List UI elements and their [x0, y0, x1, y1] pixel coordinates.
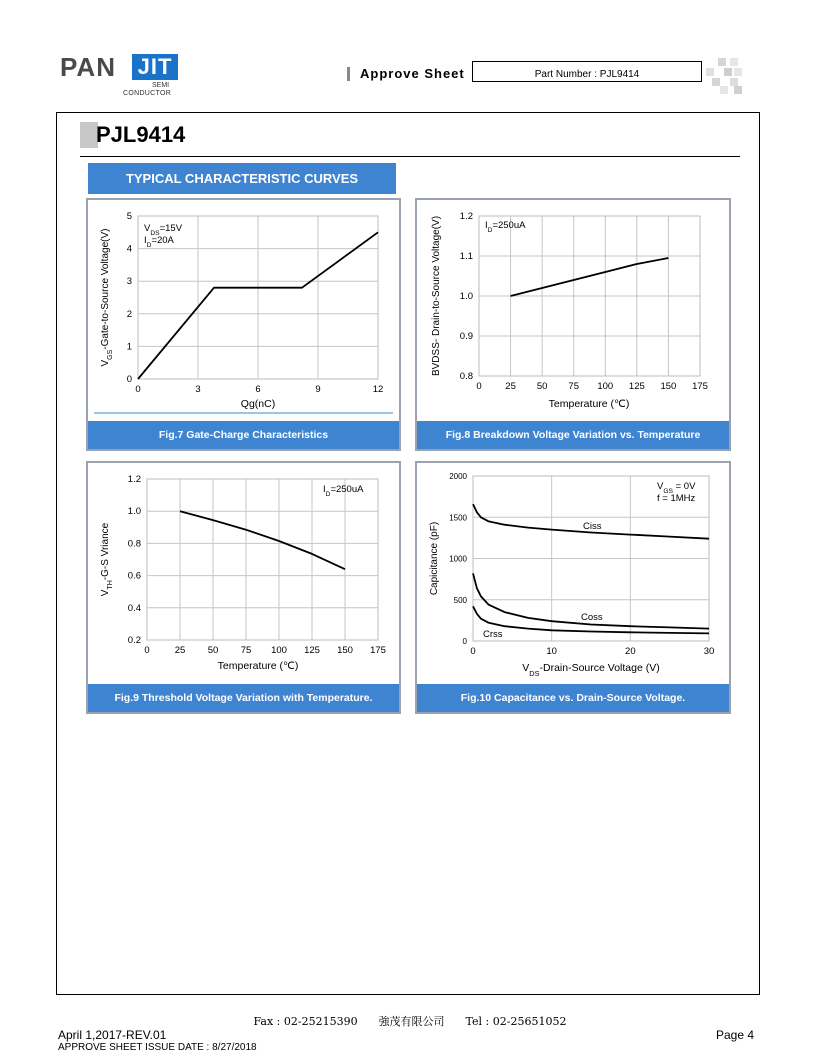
y-tick-label: 1.2 — [127, 474, 141, 485]
footer-issue-date: APPROVE SHEET ISSUE DATE : 8/27/2018 — [58, 1042, 257, 1053]
x-tick-label: 50 — [207, 645, 219, 656]
figure-caption: Fig.10 Capacitance vs. Drain-Source Voltage. — [417, 684, 729, 712]
y-tick-label: 1 — [126, 341, 132, 353]
x-tick-label: 0 — [470, 646, 476, 657]
y-tick-label: 0.9 — [459, 331, 473, 342]
page-title: PJL9414 — [96, 122, 186, 147]
chart-annotation: f = 1MHz — [657, 493, 696, 504]
x-tick-label: 12 — [372, 384, 384, 395]
y-tick-label: 1500 — [449, 513, 467, 523]
x-tick-label: 50 — [536, 381, 548, 392]
logo-semi-text: SEMI — [152, 82, 170, 89]
y-tick-label: 1.0 — [459, 291, 473, 302]
chart-annotation: $I_D=20A$ — [144, 235, 174, 249]
y-axis-label: BVDSS- Drain-to-Source Voltage(V) — [431, 215, 442, 377]
figure-panel-7 — [86, 198, 401, 451]
logo-conductor-text: CONDUCTOR — [123, 90, 172, 97]
logo-jit-text: JIT — [132, 54, 178, 80]
x-tick-label: 0 — [476, 381, 482, 392]
y-tick-label: 1000 — [449, 554, 467, 564]
x-tick-label: 150 — [337, 645, 353, 656]
y-tick-label: 3 — [126, 276, 132, 288]
title-divider — [80, 156, 740, 157]
y-tick-label: 2 — [126, 308, 132, 320]
y-tick-label: 1.1 — [459, 251, 473, 262]
x-tick-label: 3 — [195, 384, 201, 395]
series-line — [180, 511, 345, 569]
footer-page-number: Page 4 — [716, 1028, 755, 1042]
figure-panel-9 — [86, 461, 401, 714]
plot-area-border — [147, 479, 378, 640]
series-line — [511, 258, 669, 296]
x-tick-label: 175 — [692, 381, 708, 392]
figure-caption: Fig.9 Threshold Voltage Variation with Temperature. — [88, 684, 399, 712]
x-tick-label: 125 — [628, 381, 645, 392]
y-tick-label: 0.6 — [127, 570, 141, 582]
y-tick-label: 0 — [126, 374, 132, 385]
series-label: Crss — [483, 629, 503, 640]
x-axis-label: Temperature (℃) — [548, 398, 630, 410]
y-axis-label: $V_{TH}-G-S$ Vriance — [100, 522, 114, 597]
footer-tel: Tel : 02-25651052 — [465, 1015, 567, 1028]
y-tick-label: 500 — [453, 595, 467, 605]
footer-date-rev: April 1,2017-REV.01 — [58, 1028, 167, 1042]
footer-fax: Fax : 02-25215390 — [253, 1015, 358, 1028]
y-axis-label: $V_{GS}-Gate-to$-Source Voltage(V) — [100, 228, 114, 367]
footer-company: 強茂有限公司 — [378, 1015, 445, 1028]
y-tick-label: 0.2 — [127, 635, 141, 646]
chart-annotation: $V_{GS} = 0V$ — [657, 481, 696, 495]
x-tick-label: 150 — [660, 381, 677, 392]
y-tick-label: 4 — [126, 243, 132, 255]
x-tick-label: 75 — [240, 645, 252, 656]
section-banner: TYPICAL CHARACTERISTIC CURVES — [88, 163, 396, 194]
x-tick-label: 75 — [568, 381, 580, 392]
x-tick-label: 125 — [304, 645, 320, 656]
x-axis-label: Qg(nC) — [240, 398, 276, 410]
chart-annotation: $V_{DS}=15V$ — [144, 223, 183, 237]
part-number-box — [472, 61, 702, 82]
x-tick-label: 100 — [271, 645, 287, 656]
chart-annotation: $I_D=250uA$ — [323, 484, 364, 498]
figure-caption: Fig.8 Breakdown Voltage Variation vs. Temperature — [417, 421, 729, 449]
x-tick-label: 100 — [597, 381, 614, 392]
gate-charge-chart — [88, 200, 399, 420]
series-label: Ciss — [583, 521, 602, 532]
breakdown-voltage-chart — [417, 200, 729, 420]
x-tick-label: 0 — [135, 384, 141, 395]
x-tick-label: 20 — [625, 646, 636, 657]
footer-contact — [0, 1013, 820, 1029]
x-tick-label: 25 — [505, 381, 516, 392]
logo-pan-text: PAN — [60, 52, 116, 82]
series-label: Coss — [581, 612, 603, 623]
figure-panel-8 — [415, 198, 731, 451]
x-tick-label: 25 — [174, 645, 186, 656]
chart-annotation: $I_D=250uA$ — [485, 220, 526, 234]
y-tick-label: 2000 — [449, 472, 467, 481]
figure-caption: Fig.7 Gate-Charge Characteristics — [88, 421, 399, 449]
capacitance-chart — [417, 463, 729, 683]
part-number-text: Part Number : PJL9414 — [534, 69, 640, 80]
x-tick-label: 6 — [255, 384, 261, 395]
y-tick-label: 0.8 — [127, 538, 141, 550]
threshold-voltage-chart — [88, 463, 399, 683]
x-tick-label: 30 — [703, 646, 715, 657]
x-axis-label: Temperature (℃) — [217, 660, 299, 672]
checker-decoration-icon — [706, 58, 742, 94]
y-tick-label: 0.4 — [127, 602, 141, 614]
approve-sheet-label: Approve Sheet — [347, 67, 465, 81]
y-tick-label: 0 — [462, 637, 467, 646]
x-axis-label: $V_{DS}-Drain$-Source Voltage (V) — [522, 662, 660, 678]
x-tick-label: 9 — [315, 384, 321, 395]
y-tick-label: 1.2 — [459, 211, 473, 222]
x-tick-label: 0 — [144, 645, 150, 656]
y-tick-label: 0.8 — [459, 371, 473, 382]
panjit-logo — [60, 52, 185, 100]
y-axis-label: Capicitance (pF) — [429, 521, 440, 596]
y-tick-label: 5 — [126, 211, 132, 222]
y-tick-label: 1.0 — [127, 506, 141, 518]
x-tick-label: 10 — [546, 646, 557, 657]
x-tick-label: 175 — [370, 645, 386, 656]
figure-panel-10 — [415, 461, 731, 714]
